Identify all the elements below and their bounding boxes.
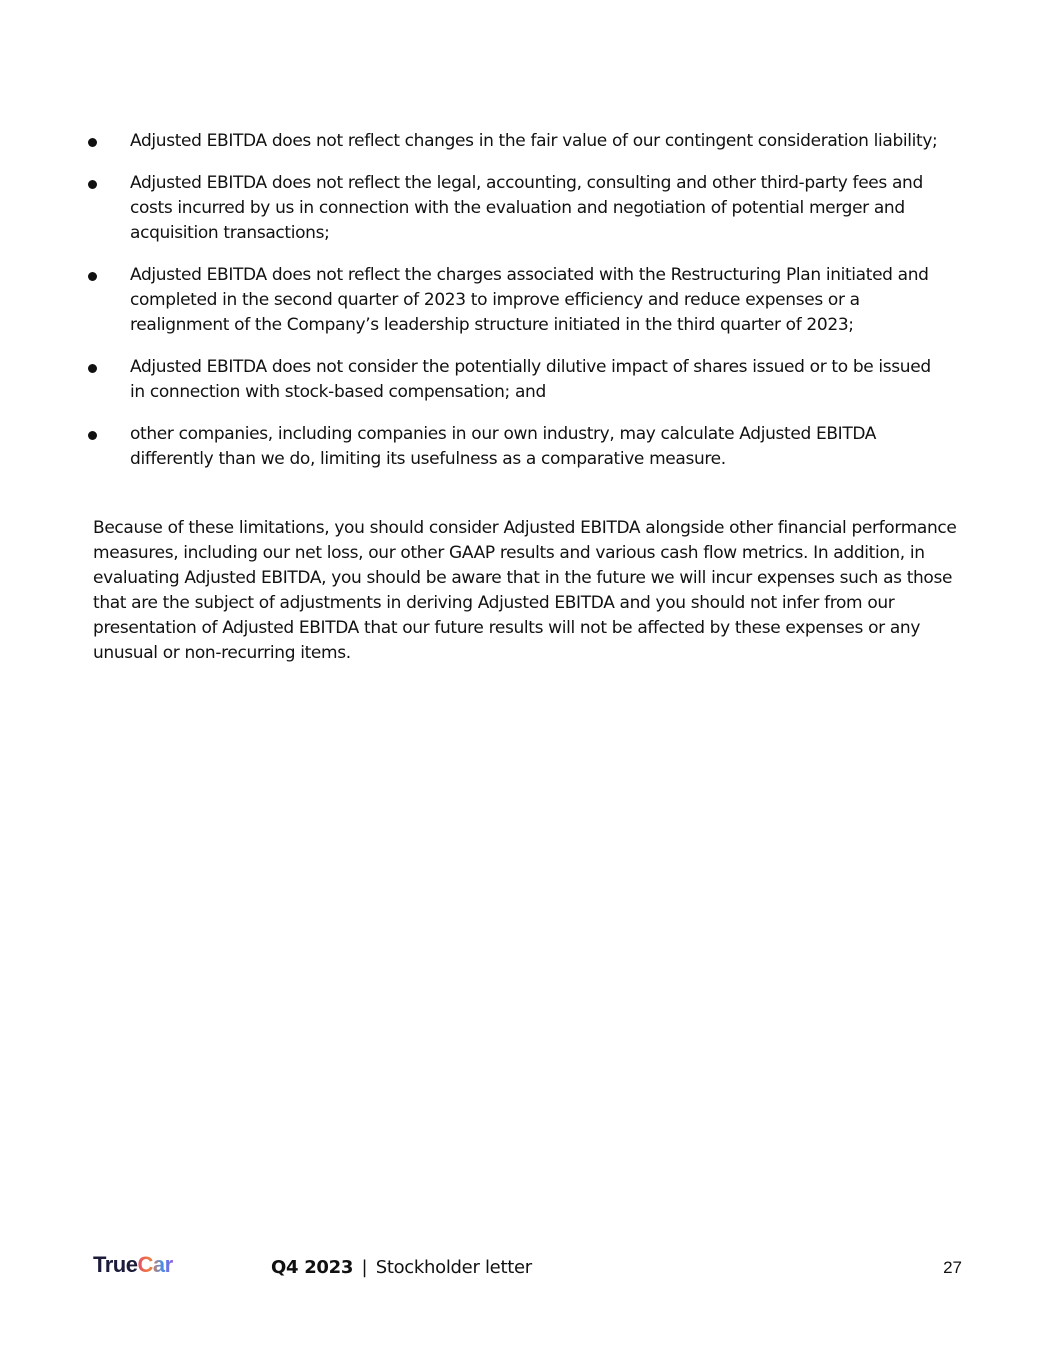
bullet-dot-icon — [88, 431, 97, 440]
bullet-text: other companies, including companies in our own industry, may calculate Adjusted EBITDA differently than we do, limiting its usefulness as a comparative measure. — [130, 424, 877, 469]
bullet-item — [0, 355, 1055, 405]
bullet-item — [0, 171, 1055, 246]
bullet-dot-icon — [88, 138, 97, 147]
bullet-text: Adjusted EBITDA does not reflect the legal, accounting, consulting and other third-party fees and costs incurred by us in connection with the evaluation and negotiation of potential merger and acquisition transactions; — [130, 173, 923, 243]
bullet-dot-icon — [88, 364, 97, 373]
logo-car-text: Car — [137, 1252, 173, 1277]
footer-separator: | — [361, 1257, 368, 1278]
bullet-item — [0, 422, 1055, 472]
limitations-paragraph: Because of these limitations, you should consider Adjusted EBITDA alongside other financial performance measures, including our net loss, our other GAAP results and various cash flow metrics. In addition, in evaluating Adjusted EBITDA, you should be aware that in the future we will incur expenses such as those that are the subject of adjustments in deriving Adjusted EBITDA and you should not infer from our presentation of Adjusted EBITDA that our future results will not be affected by these expenses or any unusual or non-recurring items. — [93, 518, 957, 663]
page-number: 27 — [943, 1258, 962, 1277]
bullet-item — [0, 129, 1055, 154]
bullet-dot-icon — [88, 272, 97, 281]
bullet-text: Adjusted EBITDA does not reflect changes in the fair value of our contingent consideration liability; — [130, 131, 938, 151]
limitations-bullet-list — [0, 129, 1055, 489]
footer-title — [271, 1257, 532, 1278]
bullet-dot-icon — [88, 180, 97, 189]
bullet-text: Adjusted EBITDA does not reflect the charges associated with the Restructuring Plan initiated and completed in the second quarter of 2023 to improve efficiency and reduce expenses or a realignment of the Company’s leadership structure initiated in the third quarter of 2023; — [130, 265, 929, 335]
footer-quarter: Q4 2023 — [271, 1257, 354, 1278]
truecar-logo — [93, 1252, 173, 1278]
bullet-text: Adjusted EBITDA does not consider the potentially dilutive impact of shares issued or to be issued in connection with stock-based compensation; and — [130, 357, 931, 402]
footer-doc-title: Stockholder letter — [375, 1257, 532, 1278]
logo-true-text: True — [93, 1252, 138, 1277]
page-footer — [0, 1250, 1055, 1290]
bullet-item — [0, 263, 1055, 338]
